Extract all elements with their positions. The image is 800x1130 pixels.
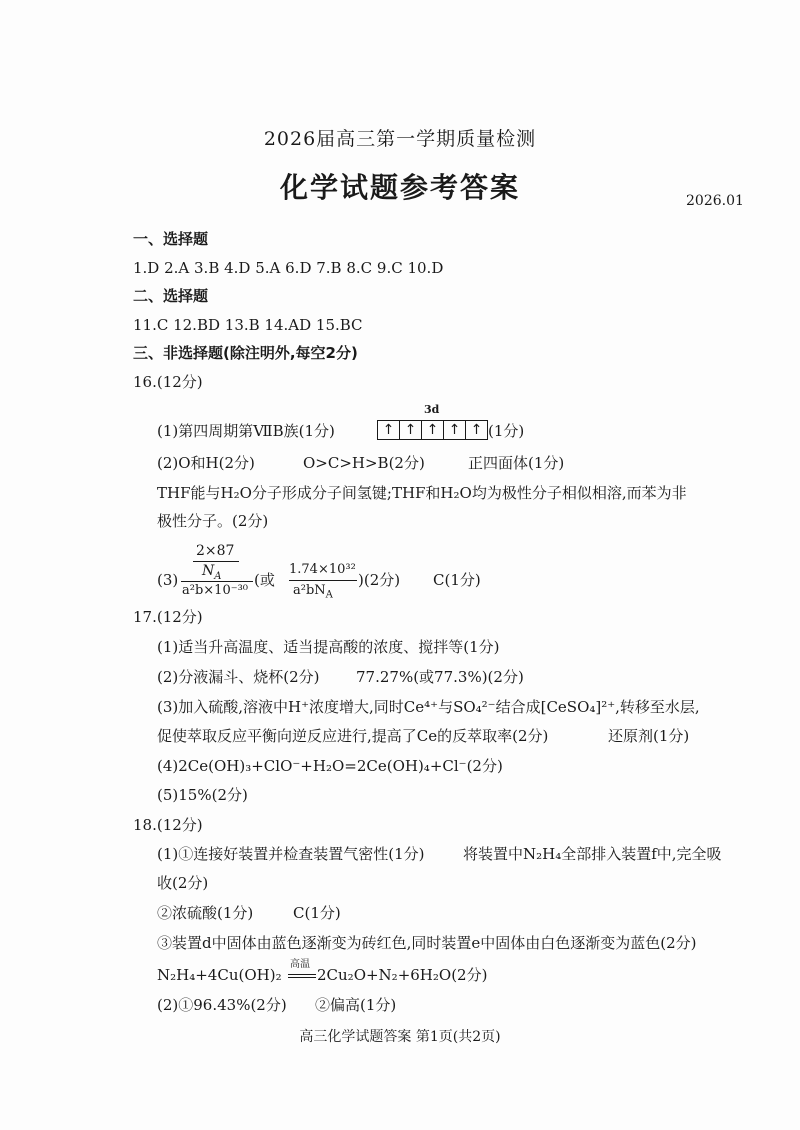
section-1-heading: 一、选择题 (133, 230, 209, 248)
section-3-heading: 三、非选择题(除注明外,每空2分) (133, 344, 358, 362)
q16-heading: 16.(12分) (133, 373, 203, 391)
alt-denominator: $a^2bN_A$ (293, 583, 333, 601)
q17-heading: 17.(12分) (133, 608, 203, 626)
section-1-answers: 1.D 2.A 3.B 4.D 5.A 6.D 7.B 8.C 9.C 10.D (133, 259, 444, 277)
q17-line4a: 促使萃取反应平衡向逆反应进行,提高了Ce的反萃取率(2分) (157, 727, 549, 745)
q16-line1b: (1分) (488, 422, 525, 440)
fraction-na: $N_A$ (202, 563, 222, 582)
q18-line5b: 2Cu₂O+N₂+6H₂O(2分) (317, 966, 488, 984)
orbital-box: ↑ (378, 421, 400, 439)
section-2-heading: 二、选择题 (133, 287, 209, 305)
q16-part3-prefix: (3) (157, 571, 179, 589)
q18-line1b: 将装置中N₂H₄全部排入装置f中,完全吸 (463, 845, 722, 863)
alt-denominator-text: a²bN (293, 583, 326, 598)
orbital-label: 3d (424, 403, 440, 416)
q17-line4b: 还原剂(1分) (608, 727, 690, 745)
date: 2026.01 (686, 193, 744, 209)
q16-line2c: 正四面体(1分) (468, 454, 565, 472)
alt-numerator: 1.74×10³² (289, 562, 356, 577)
orbital-diagram-3d (377, 420, 488, 440)
alt-fraction-bar (289, 580, 357, 581)
q18-line4: ③装置d中固体由蓝色逐渐变为砖红色,同时装置e中固体由白色逐渐变为蓝色(2分) (157, 934, 697, 952)
q17-line1: (1)适当升高温度、适当提高酸的浓度、搅拌等(1分) (157, 638, 500, 656)
q17-line2b: 77.27%(或77.3%)(2分) (356, 668, 524, 686)
orbital-box: ↑ (422, 421, 444, 439)
q16-line1a: (1)第四周期第ⅦB族(1分) (157, 422, 335, 440)
q17-line3: (3)加入硫酸,溶液中H⁺浓度增大,同时Ce⁴⁺与SO₄²⁻结合成[CeSO₄]²⁺,转移至水层, (157, 698, 700, 716)
q18-heading: 18.(12分) (133, 816, 203, 834)
page-title: 化学试题参考答案 (279, 171, 520, 204)
q18-line3b: C(1分) (293, 904, 341, 922)
q17-line5: (4)2Ce(OH)₃+ClO⁻+H₂O=2Ce(OH)₄+Cl⁻(2分) (157, 757, 503, 775)
reaction-condition: 高温 (290, 959, 310, 970)
q18-line6b: ②偏高(1分) (315, 996, 397, 1014)
na-symbol: N (202, 563, 215, 579)
reaction-equals-top (288, 974, 316, 975)
q18-line3a: ②浓硫酸(1分) (157, 904, 254, 922)
q16-line4: 极性分子。(2分) (157, 512, 269, 530)
fraction-bar (193, 561, 239, 562)
q16-line3: THF能与H₂O分子形成分子间氢键;THF和H₂O均为极性分子相似相溶,而苯为非 (157, 484, 687, 502)
q17-line6: (5)15%(2分) (157, 786, 248, 804)
q18-line2: 收(2分) (157, 874, 209, 892)
header-title: 2026届高三第一学期质量检测 (263, 128, 537, 150)
q18-line6a: (2)①96.43%(2分) (157, 996, 287, 1014)
q16-part3-tail: )(2分) (358, 571, 401, 589)
q18-line1a: (1)①连接好装置并检查装置气密性(1分) (157, 845, 425, 863)
q18-line5a: N₂H₄+4Cu(OH)₂ (157, 966, 282, 984)
q16-line2a: (2)O和H(2分) (157, 454, 255, 472)
orbital-box: ↑ (444, 421, 466, 439)
page-footer: 高三化学试题答案 第1页(共2页) (299, 1029, 501, 1045)
fraction-main-bar (181, 581, 253, 582)
or-text: (或 (254, 571, 275, 589)
fraction-numerator-top: 2×87 (196, 543, 235, 559)
q17-line2a: (2)分液漏斗、烧杯(2分) (157, 668, 320, 686)
orbital-box: ↑ (400, 421, 422, 439)
fraction-denominator: a²b×10⁻³⁰ (182, 583, 249, 598)
reaction-equals-bottom (288, 977, 316, 978)
q16-part3-c: C(1分) (433, 571, 481, 589)
orbital-box: ↑ (470, 422, 483, 438)
q16-line2b: O>C>H>B(2分) (303, 454, 425, 472)
section-2-answers: 11.C 12.BD 13.B 14.AD 15.BC (133, 316, 363, 334)
